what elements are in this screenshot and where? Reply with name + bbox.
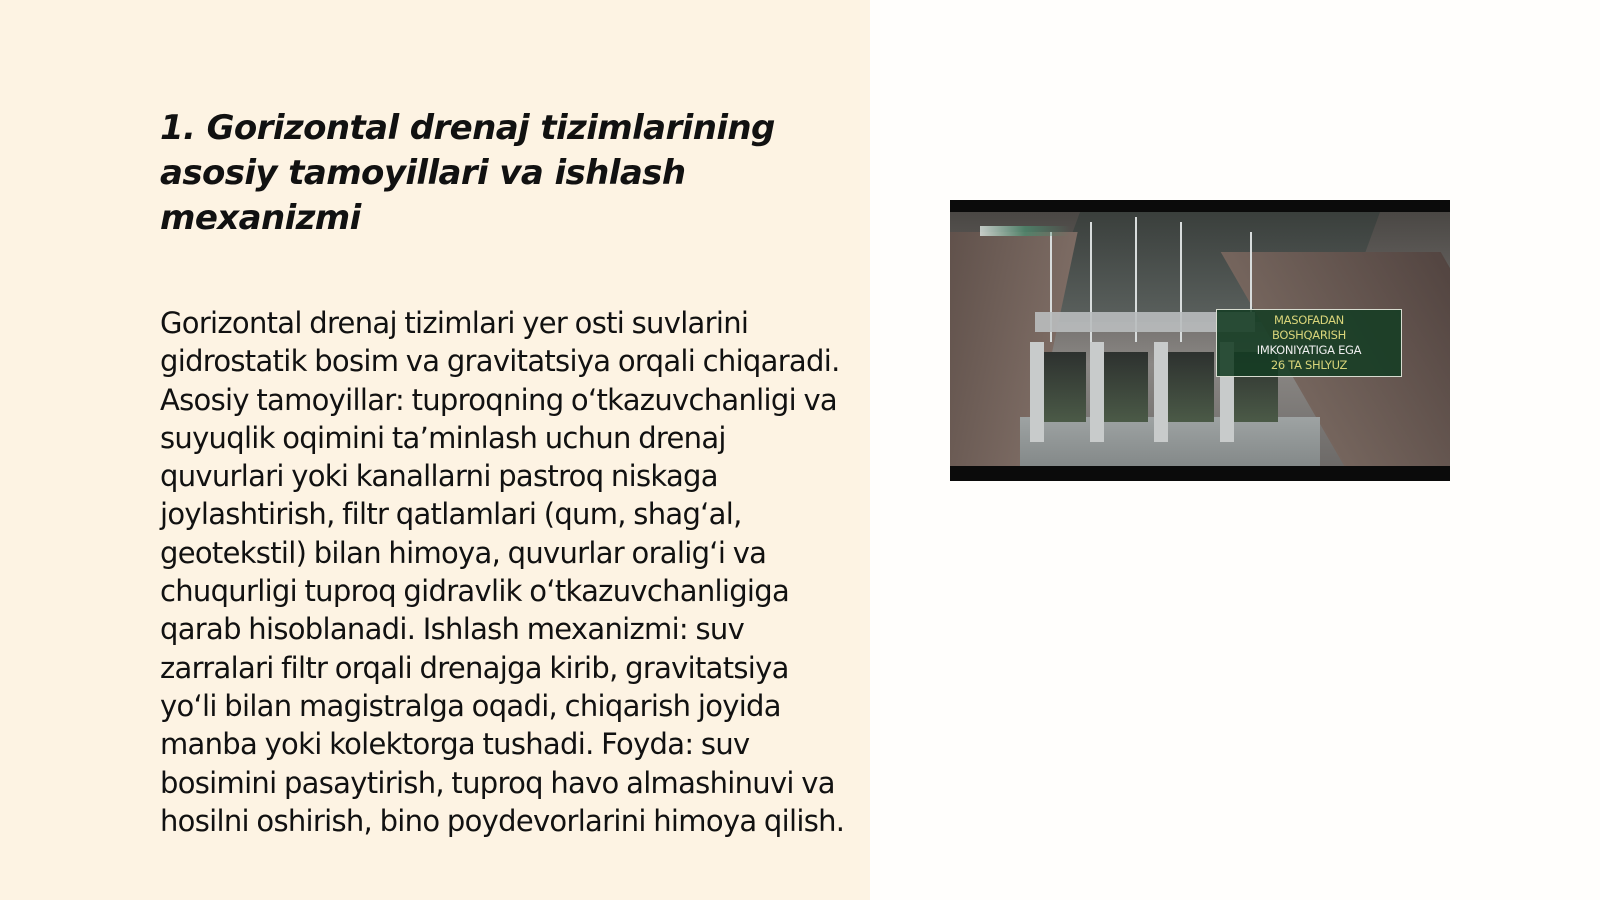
gate-pier xyxy=(1154,342,1168,442)
caption-line: MASOFADAN xyxy=(1274,313,1344,327)
sluice-gate xyxy=(1040,352,1086,422)
sluice-gates-photo xyxy=(950,200,1450,481)
slide-body-text: Gorizontal drenaj tizimlari yer osti suvlarini gidrostatik bosim va gravitatsiya orqali chiqaradi. Asosiy tamoyillar: tuproqning o‘tkazuvchanligi va suyuqlik oqimini ta’minlash uchun drenaj quvurlari yoki kanallarni pastroq niskaga joylashtirish, filtr qatlamlari (qum, shag‘al, geotekstil) bilan himoya, quvurlar oralig‘i va chuqurligi tuproq gidravlik o‘tkazuvchanligiga qarab hisoblanadi. Ishlash mexanizmi: suv zarralari filtr orqali drenajga kirib, gravitatsiya yo‘li bilan magistralga oqadi, chiqarish joyida manba yoki kolektorga tushadi. Foyda: suv bosimini pasaytirish, tuproq havo almashinuvi va hosilni oshirish, bino poydevorlarini himoya qilish. xyxy=(160,306,845,838)
caption-line: IMKONIYATIGA EGA xyxy=(1256,343,1362,357)
sluice-gate xyxy=(1102,352,1148,422)
concrete-apron xyxy=(1020,417,1320,466)
slide-title: 1. Gorizontal drenaj tizimlarining asosiy tamoyillari va ishlash mexanizmi xyxy=(160,108,775,238)
gate-pier xyxy=(1030,342,1044,442)
caption-line: 26 TA SHLYUZ xyxy=(1270,358,1348,372)
broadcaster-logo-icon xyxy=(980,226,1070,236)
caption-line: BOSHQARISH xyxy=(1272,328,1346,342)
photo-scene xyxy=(950,212,1450,466)
railing-post xyxy=(1250,232,1252,312)
gate-pier xyxy=(1090,342,1104,442)
sluice-gate xyxy=(1168,352,1214,422)
photo-caption-box xyxy=(1216,309,1402,377)
